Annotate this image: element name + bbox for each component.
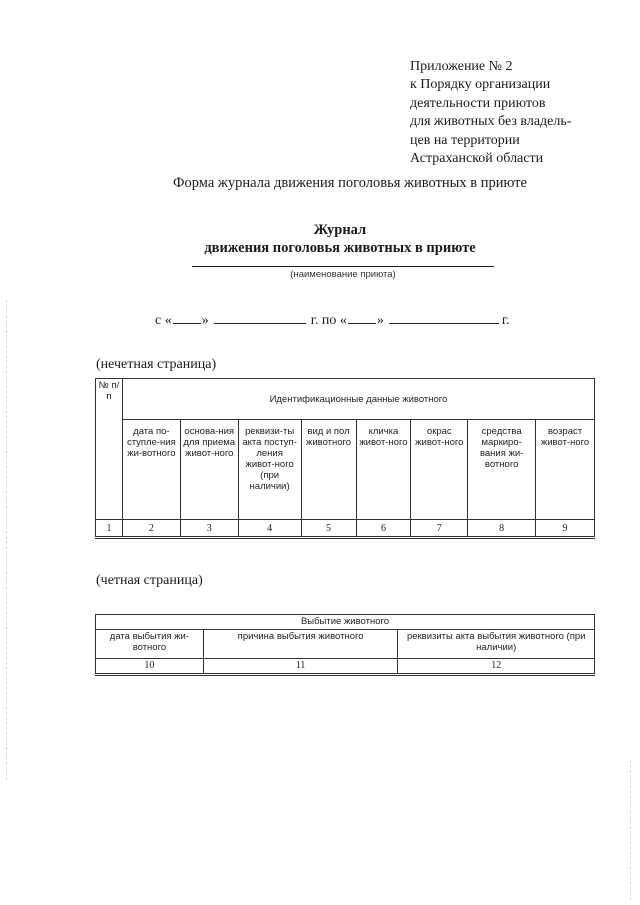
period-end-label: г. [501,313,510,328]
appendix-line: Астраханской области [410,151,544,167]
appendix-line: цев на территории [410,132,520,148]
appendix-line: Приложение № 2 [410,59,513,74]
form-title: Форма журнала движения поголовья животных в приюте [173,175,527,191]
from-month-blank [214,311,306,324]
column-number: 7 [411,520,468,538]
column-number: 6 [356,520,411,538]
column-number: 11 [203,659,398,675]
appendix-heading [410,58,610,168]
column-number: 4 [238,520,301,538]
column-number: 12 [398,659,595,675]
col-age: возраст живот-ного [536,420,595,520]
journal-title: Журнал [313,222,367,238]
col-animal-name: кличка живот-ного [356,420,411,520]
col-disposal-date: дата выбытия жи-вотного [96,630,204,659]
col-disposal-reason: причина выбытия животного [203,630,398,659]
column-number: 8 [468,520,536,538]
appendix-line: для животных без владель- [410,114,572,130]
scan-edge-marks [630,760,632,900]
col-disposal-act: реквизиты акта выбытия животного (при наличии) [398,630,595,659]
quote-close: » [376,313,384,328]
col-number-header: № п/ п [96,379,123,520]
journal-subtitle: движения поголовья животных в приюте [204,240,476,256]
disposal-group-header: Выбытие животного [96,615,595,630]
column-number: 10 [96,659,204,675]
odd-page-label: (нечетная страница) [96,357,217,372]
column-number: 5 [301,520,356,538]
col-coat-color: окрас живот-ного [411,420,468,520]
col-admission-date: дата по-ступле-ния жи-вотного [122,420,180,520]
shelter-name-caption: (наименование приюта) [290,269,396,280]
col-admission-grounds: основа-ния для приема живот-ного [180,420,238,520]
col-admission-act: реквизи-ты акта поступ-ления живот-ного (при наличии) [238,420,301,520]
to-month-blank [389,311,499,324]
column-number: 9 [536,520,595,538]
column-number: 1 [96,520,123,538]
period-line [155,311,510,329]
even-page-table [95,614,595,676]
scan-edge-marks [6,300,8,780]
appendix-line: деятельности приютов [410,95,546,111]
from-day-blank [173,311,201,324]
quote-close: » [201,313,209,328]
to-day-blank [348,311,376,324]
column-number: 2 [122,520,180,538]
period-to-label: г. по « [310,313,347,328]
shelter-name-line [192,266,494,267]
identification-group-header: Идентификационные данные животного [122,379,594,420]
even-page-label: (четная страница) [96,573,203,588]
col-marking: средства маркиро-вания жи-вотного [468,420,536,520]
period-from-label: с « [155,313,172,328]
appendix-line: к Порядку организации [410,77,551,93]
col-species-sex: вид и пол животного [301,420,356,520]
column-number: 3 [180,520,238,538]
odd-page-table [95,378,595,539]
